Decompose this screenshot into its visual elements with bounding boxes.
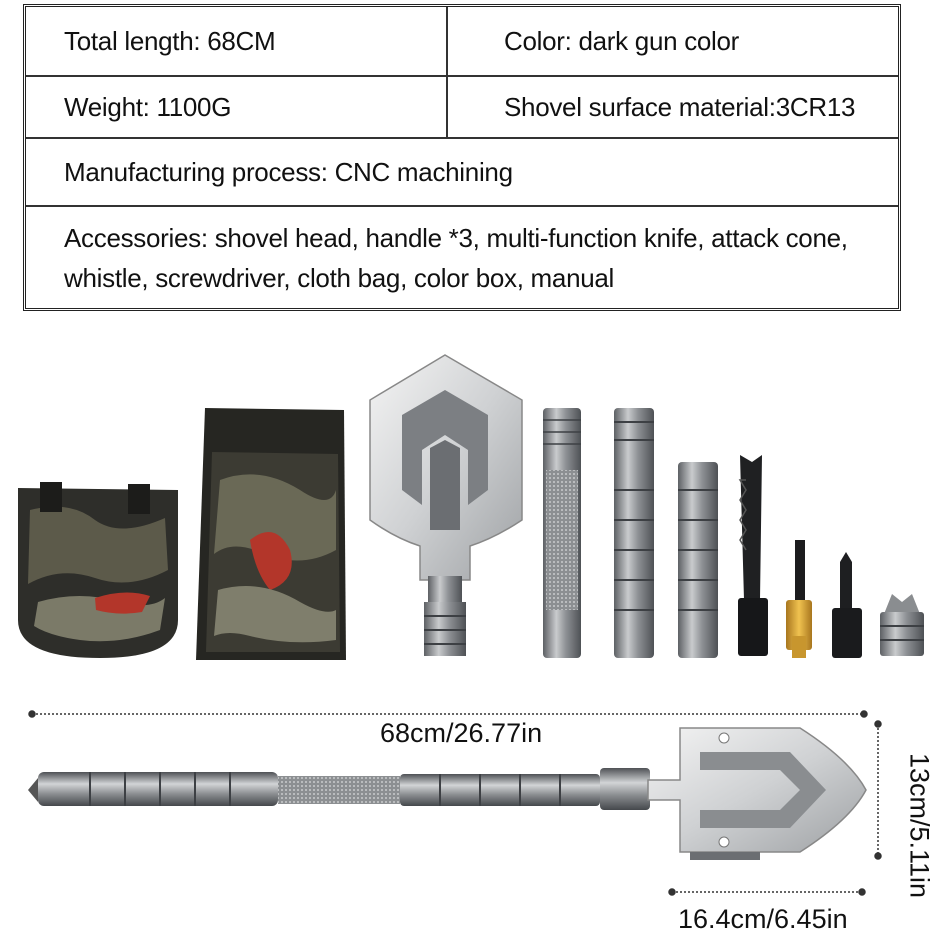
spec-row bbox=[26, 207, 898, 308]
length-label: 68cm/26.77in bbox=[380, 718, 543, 748]
height-dimension-line bbox=[875, 721, 881, 859]
spec-row bbox=[26, 7, 898, 77]
spec-color: Color: dark gun color bbox=[504, 25, 740, 56]
whistle bbox=[786, 540, 812, 658]
handle-short bbox=[678, 462, 718, 658]
cloth-bag-pouch bbox=[18, 482, 178, 658]
handle-knurled bbox=[543, 408, 581, 658]
cloth-bag-long bbox=[196, 408, 346, 660]
shovel-head bbox=[370, 355, 522, 656]
multi-function-knife bbox=[738, 455, 768, 656]
spec-table bbox=[23, 4, 901, 311]
spec-accessories: Accessories: shovel head, handle *3, multi-function knife, attack cone, whistle, screwdriver, cloth bag, color box, manual bbox=[64, 222, 848, 293]
length-dimension-line bbox=[29, 711, 867, 717]
width-dimension-line bbox=[669, 889, 865, 895]
spec-row bbox=[26, 139, 898, 207]
height-label: 13cm/5.11in bbox=[904, 752, 935, 899]
spec-shovel-material: Shovel surface material: 3CR13 bbox=[504, 91, 856, 122]
spec-row bbox=[26, 77, 898, 139]
spec-weight: Weight: 1100G bbox=[64, 91, 232, 122]
screwdriver bbox=[832, 552, 862, 658]
handle-grooved bbox=[614, 408, 654, 658]
spec-process: Manufacturing process: CNC machining bbox=[64, 156, 513, 187]
product-photo bbox=[0, 340, 938, 938]
width-label: 16.4cm/6.45in bbox=[678, 904, 848, 934]
spec-total-length: Total length: 68CM bbox=[64, 25, 276, 56]
attack-cone bbox=[880, 594, 924, 656]
